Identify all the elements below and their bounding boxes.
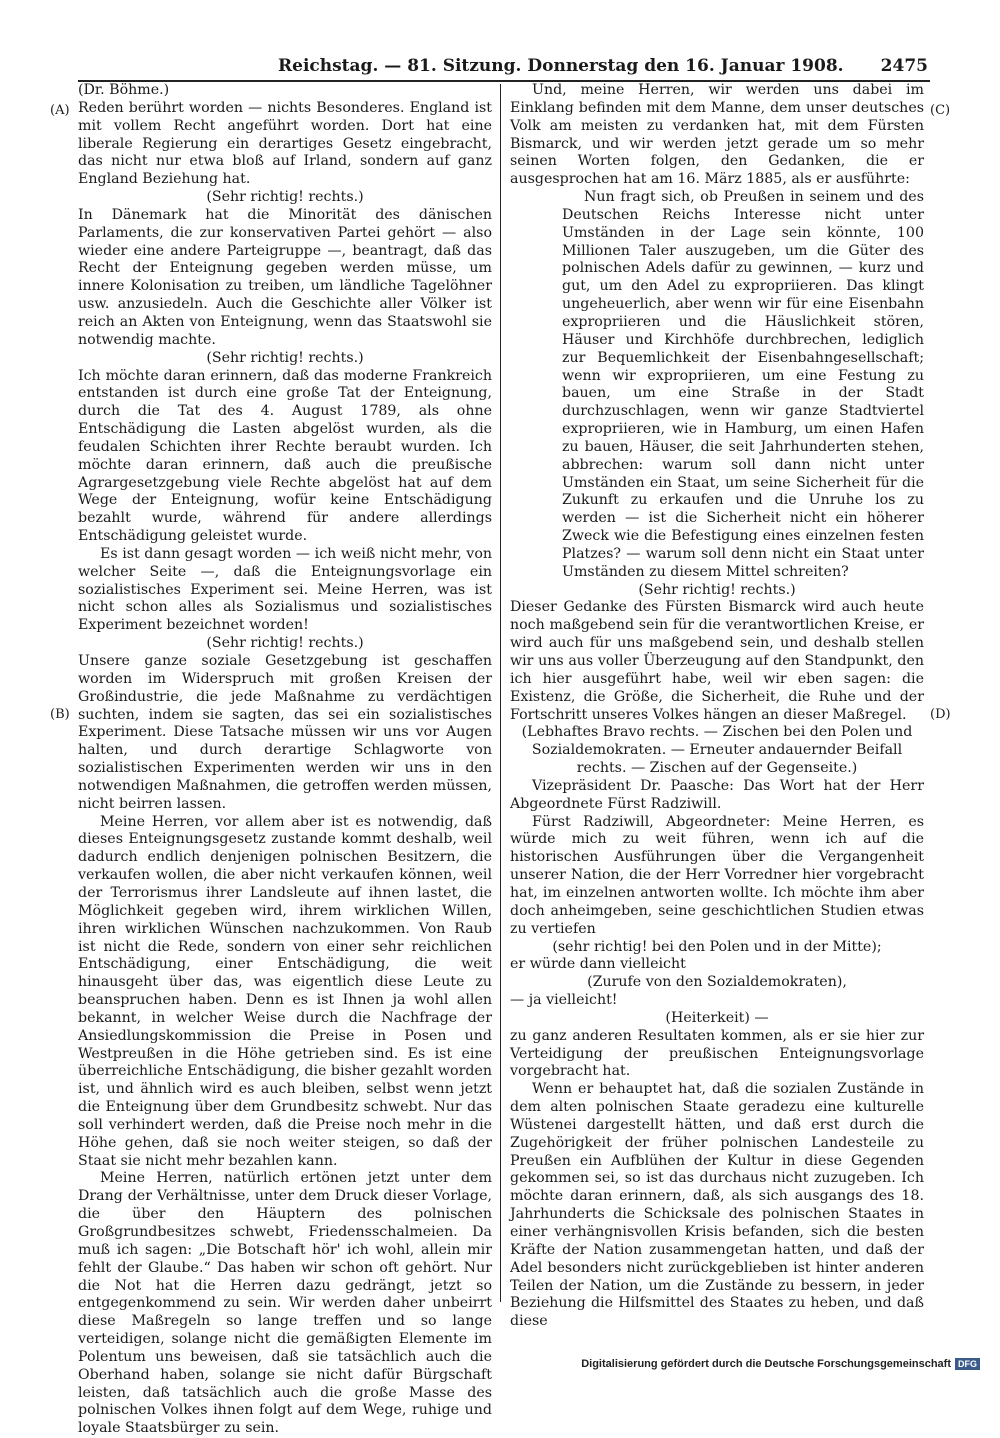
paragraph: Unsere ganze soziale Gesetzgebung ist geschaffen worden im Widerspruch mit großen Kreisen der Großindustrie, die jede Maßnahme zu verdächtigen suchten, indem sie sagten, das sei ein sozialistisches Experiment. Diese Tatsache müssen wir uns vor Augen halten, und durch derartige Schlagworte von sozialistischen Experimenten werden wir uns in den notwendigen Maßnahmen, die getroffen werden müssen, nicht beirren lassen. — [78, 653, 492, 812]
interjection: (Sehr richtig! rechts.) — [638, 581, 796, 598]
margin-marker-d: (D) — [930, 707, 951, 722]
interjection: (Sehr richtig! rechts.) — [206, 349, 364, 366]
paragraph: — ja vielleicht! — [510, 992, 618, 1009]
interjection: (Sehr richtig! rechts.) — [206, 189, 364, 206]
interjection: (Zurufe von den Sozialdemokraten), — [587, 974, 847, 991]
margin-marker-c: (C) — [930, 103, 951, 118]
page-header — [78, 56, 928, 80]
paragraph: (Dr. Böhme.) — [78, 82, 170, 98]
paragraph: Meine Herren, natürlich ertönen jetzt unter dem Drang der Verhältnisse, unter dem Druck dieser Vorlage, die über den Häuptern des polnischen Großgrundbesitzes schwebt, Friedensschalmeien. Da muß ich sagen: „Die Botschaft hör' ich wohl, allein mir fehlt der Glaube.“ Das haben wir schon oft gehört. Nur die Not hat die Herren dazu gedrängt, jetzt so entgegenkommend zu sein. Wir werden daher unbeirrt diese Maßregeln so lange treffen und so lange verteidigen, solange nicht die gemäßigten Elemente im Polentum uns beweisen, daß sie tatsächlich auch die Oberhand haben, solange sie nicht dafür Bürgschaft leisten, daß tatsächlich auch die große Masse des polnischen Volkes ihnen folgt auf dem Wege, ruhige und loyale Staatsbürger zu sein. — [78, 1170, 492, 1437]
paragraph: Meine Herren, vor allem aber ist es notwendig, daß dieses Enteignungsgesetz zustande kommt deshalb, weil dadurch endlich denjenigen polnischen Besitzern, die verkaufen wollen, die aber nicht verkaufen können, weil der Terrorismus ihrer Landsleute auf ihnen lastet, die Möglichkeit gegeben wird, ihrem wirklichen Willen, ihren wirklichen Wünschen nachzukommen. Von Raub ist nicht die Rede, sondern von einer sehr reichlichen Entschädigung, einer Entschädigung, die weit hinausgeht über das, was eigentlich diese Leute zu beanspruchen haben. Denn es ist Ihnen ja wohl allen bekannt, in welcher Weise durch die Nachfrage der Ansiedlungskommission die Preise in Posen und Westpreußen in die Höhe getrieben sind. Es ist eine überreichliche Entschädigung, die bisher gezahlt worden ist, und ähnlich wird es auch bleiben, selbst wenn jetzt die Enteignung über dem Grundbesitz schwebt. Nur das soll verhindert werden, daß die Preise noch mehr in die Höhe gehen, daß sie noch weiter steigen, so daß der Staat sie nicht mehr bezahlen kann. — [78, 813, 492, 1169]
paragraph: Fürst Radziwill, Abgeordneter: Meine Herren, es würde mich zu weit führen, wenn ich auf die historischen Ausführungen über die Vergangenheit unserer Nation, die der Herr Vorredner hier vorgebracht hat, im einzelnen antworten wollte. Ich möchte ihm aber doch anheimgeben, seine geschichtlichen Studien etwas zu vertiefen — [510, 813, 924, 937]
dfg-logo: DFG — [955, 1358, 980, 1370]
paragraph: zu ganz anderen Resultaten kommen, als er sie hier zur Verteidigung der preußischen Enteignungsvorlage vorgebracht hat. — [510, 1027, 924, 1080]
margin-marker-a: (A) — [50, 103, 70, 118]
footer-credit — [581, 1358, 980, 1370]
paragraph: Nun fragt sich, ob Preußen in seinem und des Deutschen Reichs Interesse nicht unter Umständen in der Lage sein könnte, 100 Millionen Taler auszugeben, um die Güter des polnischen Adels dafür zu gewinnen, — kurz und gut, um den Adel zu expropriieren. Das klingt ungeheuerlich, aber wenn wir für eine Eisenbahn expropriieren und die Häuslichkeit stören, Häuser und Kirchhöfe durchbrechen, lediglich zur Bequemlichkeit der Eisenbahngesellschaft; wenn wir expropriieren, um eine Festung zu bauen, um eine Straße in der Stadt durchzuschlagen, wenn wir ganze Stadtviertel expropriieren, wie in Hamburg, um einen Hafen zu bauen, Häuser, die seit Jahrhunderten stehen, abbrechen: warum soll dann nicht unter Umständen ein Staat, um seine Sicherheit für die Zukunft zu erkaufen und die Unruhe los zu werden — ist die Sicherheit nicht ein höherer Zweck wie die Befestigung eines einzelnen festen Platzes? — warum soll denn nicht ein Staat unter Umständen zu diesem Mittel schreiten? — [562, 189, 924, 580]
paragraph: In Dänemark hat die Minorität des dänischen Parlaments, die zur konservativen Partei gehört — also wieder eine andere Parteigruppe —, beantragt, daß das Recht der Enteignung gegeben werden müsse, um innere Kolonisation zu treiben, um ländliche Tagelöhner usw. anzusiedeln. Auch die Geschichte aller Völker ist reich an Akten von Enteignung, wenn das Staatswohl sie notwendig machte. — [78, 206, 492, 348]
paragraph: Reden berührt worden — nichts Besonderes. England ist mit vollem Recht angeführt worden. Dort hat eine liberale Regierung ein derartiges Gesetz eingebracht, das nicht nur etwa bloß auf Irland, sondern auf ganz England Beziehung hat. — [78, 99, 492, 188]
header-title: Reichstag. — 81. Sitzung. Donnerstag den 16. Januar 1908. — [278, 56, 844, 76]
interjection: (sehr richtig! bei den Polen und in der Mitte); — [552, 938, 882, 955]
margin-marker-b: (B) — [50, 707, 70, 722]
footer-text: Digitalisierung gefördert durch die Deutsche Forschungsgemeinschaft — [581, 1358, 951, 1370]
paragraph: er würde dann vielleicht — [510, 956, 686, 973]
paragraph: Dieser Gedanke des Fürsten Bismarck wird auch heute noch maßgebend sein für die verantwortlichen Kreise, er wird auch für uns maßgebend sein, und deshalb stellen wir uns aus voller Überzeugung auf den Standpunkt, den ich hier ausgeführt habe, weil wir eben sagen: die Existenz, die Größe, die Sicherheit, die Ruhe und der Fortschritt unseres Volkes hängen an dieser Maßregel. — [510, 599, 924, 723]
interjection: (Sehr richtig! rechts.) — [206, 635, 364, 652]
page-number: 2475 — [880, 56, 928, 76]
paragraph: Vizepräsident Dr. Paasche: Das Wort hat der Herr Abgeordnete Fürst Radziwill. — [510, 777, 924, 812]
interjection: (Lebhaftes Bravo rechts. — Zischen bei den Polen und Sozialdemokraten. — Erneuter andauernder Beifall rechts. — Zischen auf der Gegenseite.) — [521, 724, 913, 777]
paragraph: Wenn er behauptet hat, daß die sozialen Zustände in dem alten polnischen Staate geradezu eine kulturelle Wüstenei dargestellt hätten, und daß erst durch die Zugehörigkeit der früher polnischen Landesteile zu Preußen ein Aufblühen der Kultur in diese Gegenden gekommen sei, so ist das durchaus nicht zuzugeben. Ich möchte daran erinnern, daß, als sich ausgangs des 18. Jahrhunderts die Schicksale des polnischen Staates in einer verhängnisvollen Krisis befanden, sich die besten Kräfte der Nation zusammengetan hatten, und daß der Adel besonders nicht zurückgeblieben ist hinter anderen Teilen der Nation, um die Zustände zu bessern, in jeder Beziehung die Hilfsmittel des Staates zu heben, und daß diese — [510, 1081, 924, 1330]
paragraph: Und, meine Herren, wir werden uns dabei im Einklang befinden mit dem Manne, dem unser deutsches Volk am meisten zu verdanken hat, mit dem Fürsten Bismarck, und wir werden jetzt gerade um so mehr seinen Worten folgen, den Gedanken, die er ausgesprochen hat am 16. März 1885, als er ausführte: — [510, 82, 924, 188]
paragraph: Ich möchte daran erinnern, daß das moderne Frankreich entstanden ist durch eine große Tat der Enteignung, durch die Tat des 4. August 1789, als ohne Entschädigung die Lasten abgelöst wurden, als die feudalen Schichten ihrer Rechte beraubt wurden. Ich möchte daran erinnern, daß auch die preußische Agrargesetzgebung viele Rechte abgelöst hat auf dem Wege der Enteignung, wofür keine Entschädigung bezahlt wurde, während für andere allerdings Entschädigung geleistet wurde. — [78, 367, 492, 545]
interjection: (Heiterkeit) — — [665, 1009, 769, 1026]
left-column — [78, 82, 492, 1438]
paragraph: Es ist dann gesagt worden — ich weiß nicht mehr, von welcher Seite —, daß die Enteignungsvorlage ein sozialistisches Experiment sei. Meine Herren, was ist nicht schon alles als Sozialismus und sozialistisches Experiment bezeichnet worden! — [78, 545, 492, 634]
right-column — [510, 82, 924, 1331]
column-divider — [500, 84, 501, 1302]
